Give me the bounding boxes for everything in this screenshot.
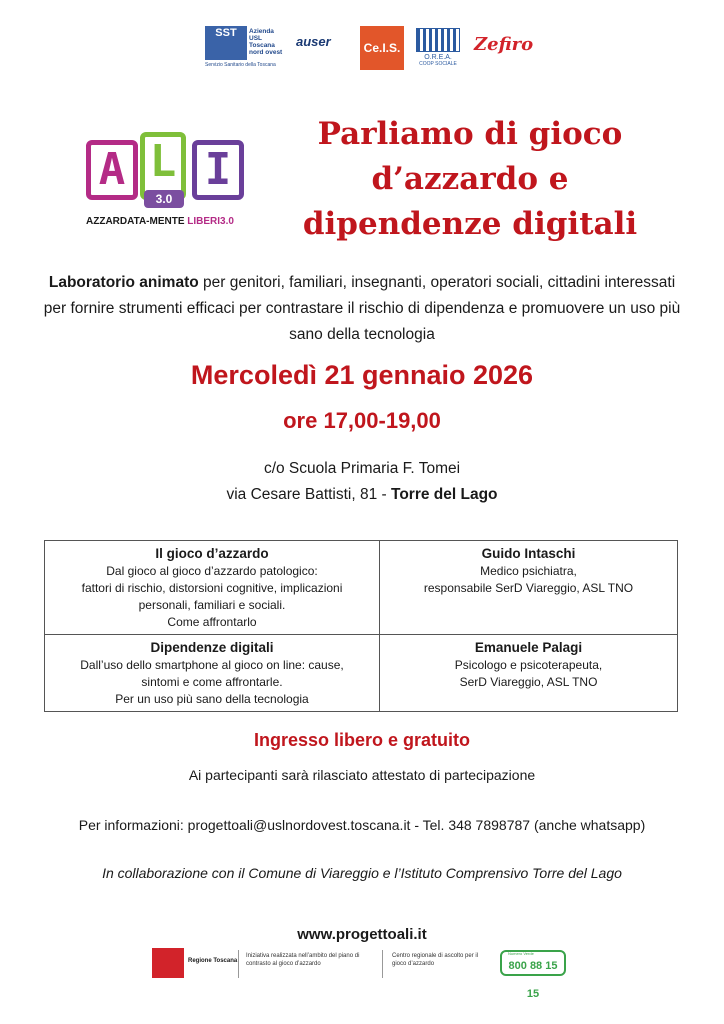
ali-letter-i: I bbox=[192, 140, 244, 200]
ali-tag-a: AZZARDATA-MENTE bbox=[86, 216, 188, 227]
ali-letter-a: A bbox=[86, 140, 138, 200]
event-title bbox=[300, 112, 640, 247]
program-speaker-cell bbox=[380, 635, 678, 712]
ali-logo bbox=[86, 136, 256, 235]
ali-tagline bbox=[86, 216, 234, 227]
ali-version-badge: 3.0 bbox=[144, 190, 184, 208]
footer-divider bbox=[238, 950, 239, 978]
speaker-role-line: Medico psichiatra, bbox=[480, 564, 577, 578]
intro-text: per genitori, familiari, insegnanti, operatori sociali, cittadini interessati per fornire strumenti efficaci per contrastare il rischio di dipendenza e promuovere un uso più sano della tecnologia bbox=[43, 274, 681, 343]
topic-desc-line: fattori di rischio, distorsioni cognitive, implicazioni bbox=[81, 581, 343, 595]
event-location bbox=[0, 456, 724, 508]
footer-center: Centro regionale di ascolto per il gioco d’azzardo bbox=[392, 953, 479, 967]
speaker-role-line: Psicologo e psicoterapeuta, bbox=[454, 658, 603, 672]
orea-logo bbox=[416, 28, 460, 70]
title-line-2: d’azzardo e bbox=[371, 161, 569, 197]
speaker-role-line: SerD Viareggio, ASL TNO bbox=[459, 675, 598, 689]
title-line-1: Parliamo di gioco bbox=[317, 116, 623, 152]
intro-bold: Laboratorio animato bbox=[48, 274, 199, 291]
collaboration-note: In collaborazione con il Comune di Viareggio e l’Istituto Comprensivo Torre del Lago bbox=[102, 865, 622, 881]
event-time: ore 17,00-19,00 bbox=[283, 408, 441, 433]
footer-divider bbox=[382, 950, 383, 978]
toll-free-digits: 800 88 15 15 bbox=[508, 960, 558, 1000]
speaker-role-line: responsabile SerD Viareggio, ASL TNO bbox=[423, 581, 634, 595]
topic-desc-line: Dal gioco al gioco d’azzardo patologico: bbox=[106, 564, 318, 578]
intro-paragraph bbox=[40, 270, 684, 348]
auser-logo bbox=[296, 34, 348, 62]
sst-logo-box: SST bbox=[205, 26, 247, 60]
location-street: via Cesare Battisti, 81 - bbox=[226, 486, 392, 503]
location-place: Torre del Lago bbox=[391, 486, 498, 503]
location-line-1: c/o Scuola Primaria F. Tomei bbox=[263, 460, 461, 477]
topic-desc-line: personali, familiari e sociali. bbox=[138, 598, 286, 612]
speaker-name: Emanuele Palagi bbox=[474, 640, 583, 655]
table-row bbox=[45, 541, 678, 635]
topic-desc-line: sintomi e come affrontarle. bbox=[141, 675, 283, 689]
regione-toscana-name: Regione Toscana bbox=[188, 958, 238, 964]
certificate-notice: Ai partecipanti sarà rilasciato attestato di partecipazione bbox=[188, 767, 536, 783]
orea-icon bbox=[416, 28, 460, 52]
regione-toscana-icon bbox=[152, 948, 184, 978]
free-entry-notice: Ingresso libero e gratuito bbox=[253, 730, 471, 750]
footer-initiative: Iniziativa realizzata nell’ambito del piano di contrasto al gioco d’azzardo bbox=[246, 953, 360, 967]
table-row bbox=[45, 635, 678, 712]
asl-logo bbox=[205, 26, 281, 70]
event-date: Mercoledì 21 gennaio 2026 bbox=[190, 360, 534, 390]
title-line-3: dipendenze digitali bbox=[302, 206, 638, 242]
program-speaker-cell bbox=[380, 541, 678, 635]
website-link[interactable]: www.progettoali.it bbox=[297, 926, 427, 943]
location-line-2 bbox=[0, 482, 724, 508]
ceis-logo: Ce.I.S. bbox=[360, 26, 404, 70]
ali-tag-b: LIBERI3.0 bbox=[187, 216, 234, 227]
program-table bbox=[44, 540, 678, 712]
contact-info: Per informazioni: progettoali@uslnordovest.toscana.it - Tel. 348 7898787 (anche whatsapp) bbox=[78, 817, 646, 833]
asl-name: Azienda USL Toscana nord ovest bbox=[249, 28, 283, 56]
toll-free-number bbox=[500, 950, 566, 1000]
program-topic-cell bbox=[45, 541, 380, 635]
topic-desc-line: Dall’uso dello smartphone al gioco on line: cause, bbox=[80, 658, 344, 672]
topic-desc-line: Per un uso più sano della tecnologia bbox=[115, 692, 309, 706]
auser-name: auser bbox=[296, 34, 331, 49]
orea-name: O.R.E.A. bbox=[424, 54, 452, 61]
program-topic-cell bbox=[45, 635, 380, 712]
toll-free-caption: Numero Verde bbox=[508, 951, 534, 956]
orea-sub: COOP SOCIALE bbox=[419, 61, 457, 67]
topic-desc-line: Come affrontarlo bbox=[167, 615, 257, 629]
topic-title: Dipendenze digitali bbox=[150, 640, 274, 655]
speaker-name: Guido Intaschi bbox=[481, 546, 576, 561]
asl-subtitle: Servizio Sanitario della Toscana bbox=[205, 62, 276, 68]
topic-title: Il gioco d’azzardo bbox=[155, 546, 269, 561]
zefiro-logo: Zefiro bbox=[474, 34, 534, 55]
ali-letter-l: L bbox=[140, 132, 186, 200]
